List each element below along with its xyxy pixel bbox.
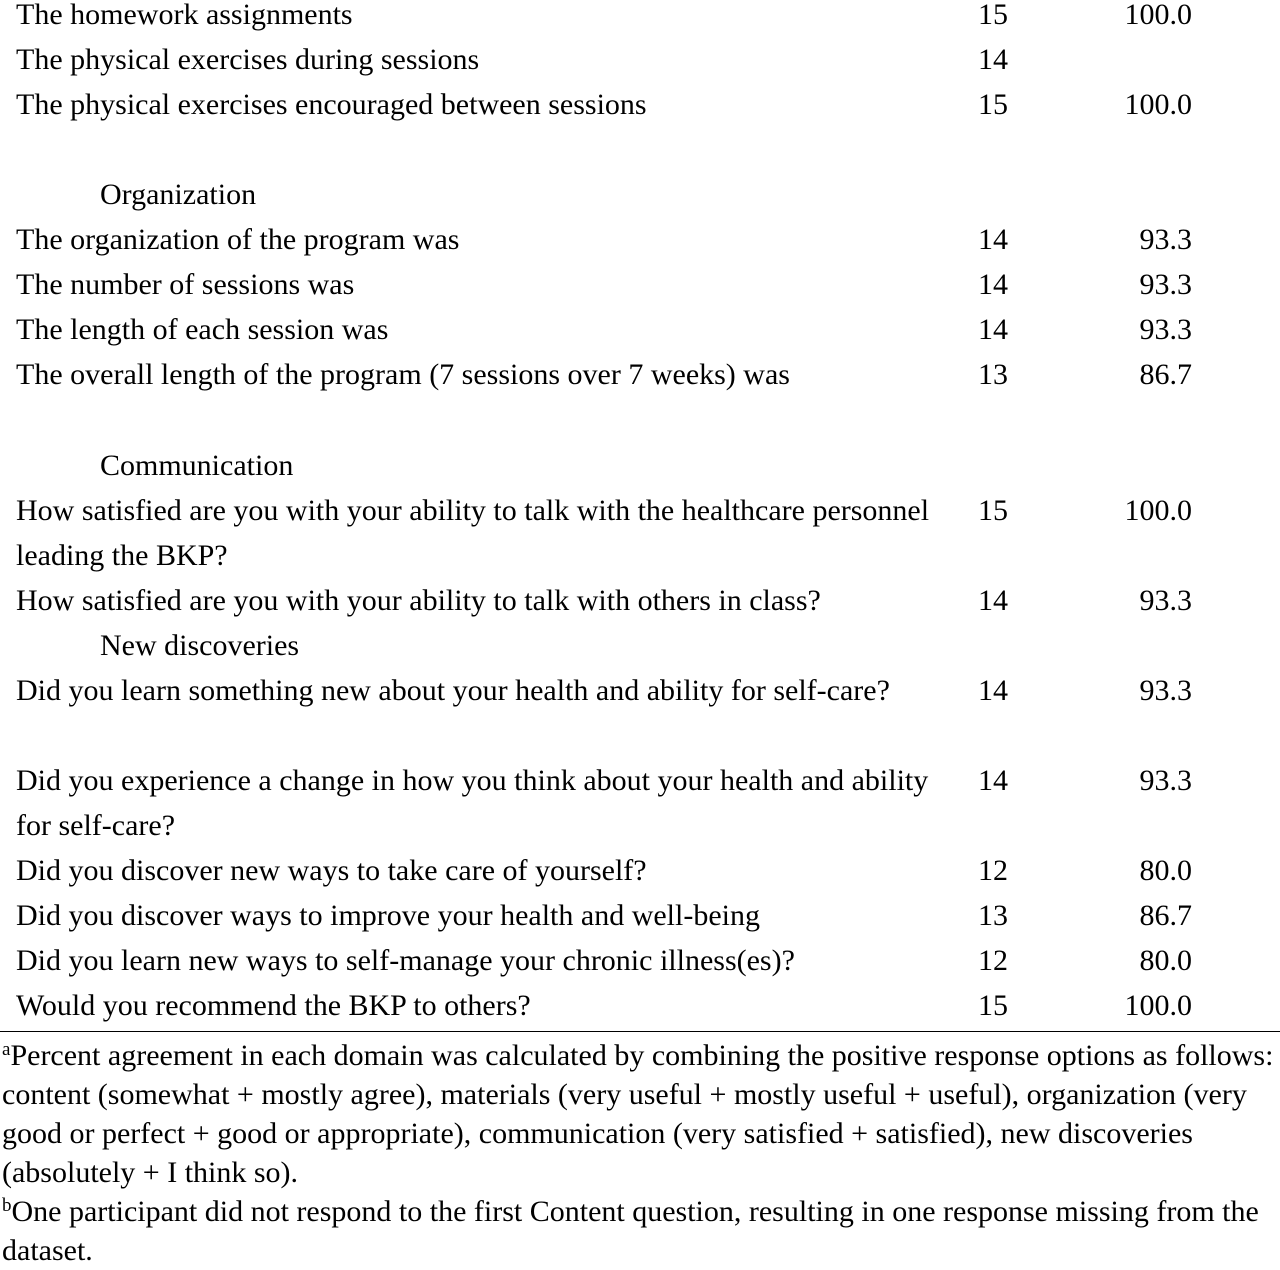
footnote-a [2, 1036, 1278, 1192]
row-label: The overall length of the program (7 sessions over 7 weeks) was [16, 358, 790, 391]
row-label: How satisfied are you with your ability to talk with others in class? [16, 584, 821, 617]
row-label: The physical exercises encouraged between sessions [16, 88, 647, 121]
row-percent: 93.3 [1139, 584, 1192, 617]
row-count: 15 [978, 0, 1008, 31]
row-count: 12 [978, 854, 1008, 887]
footnote-b-marker: b [2, 1195, 12, 1216]
row-label: Did you learn something new about your health and ability for self-care? [16, 674, 890, 707]
row-label: Did you learn new ways to self-manage your chronic illness(es)? [16, 944, 795, 977]
row-count: 14 [978, 313, 1008, 346]
row-label: Would you recommend the BKP to others? [16, 989, 531, 1022]
row-label: Did you discover new ways to take care of yourself? [16, 854, 647, 887]
row-percent: 93.3 [1139, 223, 1192, 256]
row-label: Did you experience a change in how you think about your health and ability for self-care? [16, 764, 929, 842]
row-count: 15 [978, 88, 1008, 121]
row-count: 14 [978, 223, 1008, 256]
section-heading: Communication [100, 449, 294, 482]
row-count: 14 [978, 674, 1008, 707]
row-percent: 100.0 [1124, 0, 1192, 31]
row-count: 13 [978, 899, 1008, 932]
row-percent: 93.3 [1139, 764, 1192, 797]
row-count: 14 [978, 268, 1008, 301]
row-count: 13 [978, 358, 1008, 391]
table-bottom-rule [0, 1031, 1280, 1032]
row-percent: 86.7 [1139, 899, 1192, 932]
footnote-b [2, 1192, 1278, 1270]
row-count: 14 [978, 584, 1008, 617]
row-label: The number of sessions was [16, 268, 355, 301]
row-label: How satisfied are you with your ability to talk with the healthcare personnel leading the BKP? [16, 494, 930, 572]
row-label: The length of each session was [16, 313, 389, 346]
row-percent: 93.3 [1139, 313, 1192, 346]
footnote-a-text: Percent agreement in each domain was calculated by combining the positive response options as follows: content (somewhat + mostly agree), materials (very useful + mostly useful + useful), organization (very good or perfect + good or appropriate), communication (very satisfied + satisfied), new discoveries (absolutely + I think so). [2, 1039, 1274, 1189]
row-percent: 86.7 [1139, 358, 1192, 391]
row-percent: 100.0 [1124, 494, 1192, 527]
row-percent: 100.0 [1124, 989, 1192, 1022]
section-heading: Organization [100, 178, 257, 211]
row-percent: 93.3 [1139, 268, 1192, 301]
row-count: 15 [978, 989, 1008, 1022]
footnote-b-text: One participant did not respond to the first Content question, resulting in one response missing from the dataset. [2, 1195, 1259, 1267]
row-count: 15 [978, 494, 1008, 527]
row-count: 12 [978, 944, 1008, 977]
footnote-a-marker: a [2, 1039, 11, 1060]
row-label: The physical exercises during sessions [16, 43, 480, 76]
table-footnotes [2, 1036, 1278, 1270]
row-count: 14 [978, 764, 1008, 797]
row-count: 14 [978, 43, 1008, 76]
row-percent: 80.0 [1139, 944, 1192, 977]
section-heading: New discoveries [100, 629, 300, 662]
row-label: The homework assignments [16, 0, 353, 31]
row-percent: 100.0 [1124, 88, 1192, 121]
row-label: Did you discover ways to improve your health and well-being [16, 899, 760, 932]
row-percent: 80.0 [1139, 854, 1192, 887]
row-label: The organization of the program was [16, 223, 460, 256]
row-percent: 93.3 [1139, 674, 1192, 707]
